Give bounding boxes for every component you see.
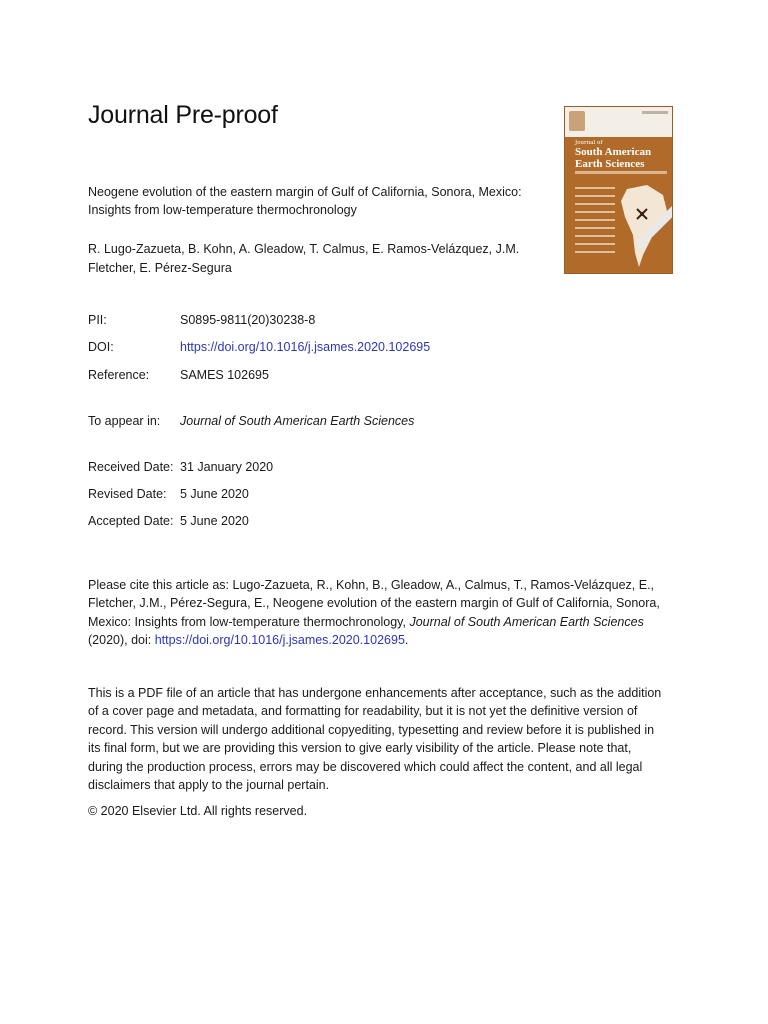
pii-value: S0895-9811(20)30238-8 <box>180 313 316 327</box>
revised-date-value: 5 June 2020 <box>180 487 249 501</box>
reference-label: Reference: <box>88 368 150 382</box>
cover-subtitle-line <box>575 171 667 174</box>
article-title: Neogene evolution of the eastern margin of Gulf of California, Sonora, Mexico: Insights from low-temperature thermochronology <box>88 185 522 217</box>
page-title: Journal Pre-proof <box>88 101 278 129</box>
cover-issn-mark <box>642 111 668 114</box>
citation-paragraph <box>88 576 668 650</box>
revised-date-label: Revised Date: <box>88 487 167 501</box>
accepted-date-label: Accepted Date: <box>88 514 174 528</box>
doi-label: DOI: <box>88 340 114 354</box>
received-date-label: Received Date: <box>88 460 174 474</box>
citation-middle: (2020), doi: <box>88 633 155 648</box>
citation-suffix: . <box>404 633 409 648</box>
accepted-date-value: 5 June 2020 <box>180 514 249 528</box>
cover-editor-lines <box>575 187 615 259</box>
appear-in-value: Journal of South American Earth Sciences <box>180 414 415 428</box>
received-date-value: 31 January 2020 <box>180 460 274 474</box>
citation-doi-link[interactable]: https://doi.org/10.1016/j.jsames.2020.102695 <box>154 633 405 648</box>
doi-link[interactable]: https://doi.org/10.1016/j.jsames.2020.102695 <box>180 340 431 354</box>
article-authors: R. Lugo-Zazueta, B. Kohn, A. Gleadow, T. Calmus, E. Ramos-Velázquez, J.M. Fletcher, E. Pérez-Segura <box>88 242 520 275</box>
citation-journal: Journal of South American Earth Sciences <box>409 614 644 629</box>
disclaimer-paragraph: This is a PDF file of an article that has undergone enhancements after acceptance, such as the addition of a cover page and metadata, and formatting for readability, but it is not yet the definitive version of record. This version will undergo additional copyediting, typesetting and review before it is published in its final form, but we are providing this version to give early visibility of the article. Please note that, during the production process, errors may be discovered which could affect the content, and all legal disclaimers that apply to the journal pertain. <box>88 686 662 793</box>
journal-cover-image <box>565 107 672 273</box>
cover-journal-of: Journal of <box>575 140 603 146</box>
cover-journal-name: South American Earth Sciences <box>575 146 652 170</box>
elsevier-logo-icon <box>569 111 585 131</box>
copyright-notice: © 2020 Elsevier Ltd. All rights reserved. <box>88 804 308 818</box>
appear-in-label: To appear in: <box>88 414 161 428</box>
citation-text: Please cite this article as: Lugo-Zazueta, R., Kohn, B., Gleadow, A., Calmus, T., Ramos-Velázquez, E., Fletcher, J.M., Pérez-Segura, E., Neogene evolution of the eastern margin of Gulf of California, Sonora, Mexico: Insights from low-temperature thermochronology, <box>88 578 660 629</box>
pii-label: PII: <box>88 313 107 327</box>
cover-header-band <box>565 107 672 137</box>
reference-value: SAMES 102695 <box>180 368 269 382</box>
